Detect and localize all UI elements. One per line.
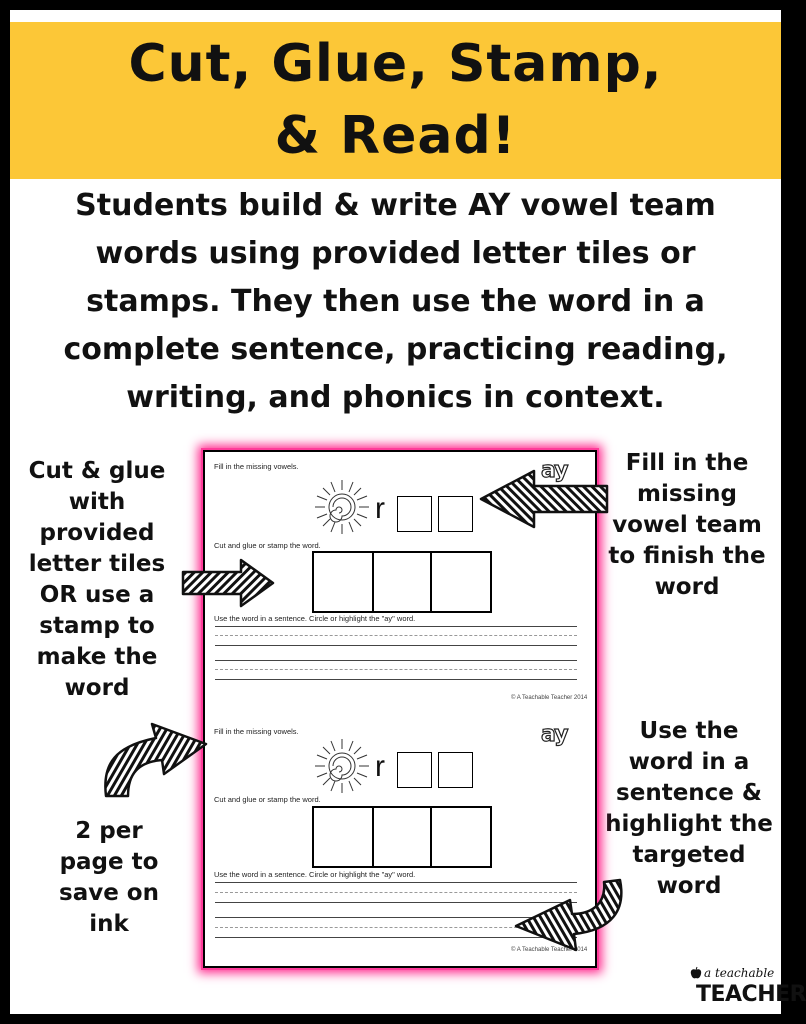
vowel-box-1[interactable]	[397, 752, 432, 788]
apple-icon	[690, 967, 702, 980]
note-line: to finish the	[608, 543, 766, 569]
title-line-2: & Read!	[274, 106, 517, 166]
cut-instruction: Cut and glue or stamp the word.	[214, 795, 321, 804]
note-line: highlight the	[605, 811, 773, 837]
note-line: make the	[36, 644, 158, 670]
note-line: sentence &	[616, 780, 762, 806]
note-line: Cut & glue	[28, 458, 166, 484]
note-line: stamp to	[39, 613, 155, 639]
intro-paragraph	[28, 182, 763, 422]
note-line: targeted	[632, 842, 746, 868]
page-frame	[10, 10, 806, 1014]
intro-line: words using provided letter tiles or	[95, 236, 696, 271]
vowel-box-2[interactable]	[438, 496, 473, 532]
note-line: provided	[39, 520, 155, 546]
note-two-per-page	[34, 816, 184, 940]
copyright: © A Teachable Teacher 2014	[511, 695, 588, 701]
intro-line: Students build & write AY vowel team	[75, 188, 716, 223]
vowel-box-2[interactable]	[438, 752, 473, 788]
note-line: Fill in the	[625, 450, 749, 476]
sun-icon	[313, 478, 371, 536]
arrow-right-icon	[181, 558, 276, 608]
writing-line	[215, 669, 577, 670]
writing-line	[215, 660, 577, 661]
note-line: save on	[59, 880, 159, 906]
cut-instruction: Cut and glue or stamp the word.	[214, 541, 321, 550]
intro-line: writing, and phonics in context.	[126, 380, 665, 415]
note-cut-glue	[12, 456, 182, 704]
note-line: OR use a	[39, 582, 155, 608]
writing-line	[215, 626, 577, 627]
logo-wordmark: TEACHER	[696, 982, 806, 1007]
note-line: word	[654, 574, 720, 600]
logo-tagline: a teachable	[704, 966, 775, 980]
tile-divider	[430, 553, 432, 611]
sentence-instruction: Use the word in a sentence. Circle or highlight the "ay" word.	[214, 870, 416, 879]
curved-arrow-up-icon	[94, 708, 214, 800]
note-line: vowel team	[612, 512, 762, 538]
tile-divider	[372, 553, 374, 611]
fill-instruction: Fill in the missing vowels.	[214, 727, 299, 736]
writing-line	[215, 635, 577, 636]
writing-line	[215, 645, 577, 646]
intro-line: stamps. They then use the word in a	[86, 284, 705, 319]
title-line-1: Cut, Glue, Stamp,	[128, 34, 663, 94]
curved-arrow-down-icon	[508, 876, 628, 956]
note-line: word	[656, 873, 722, 899]
ay-tag: ay	[541, 458, 568, 483]
ay-tag: ay	[541, 722, 568, 747]
fill-instruction: Fill in the missing vowels.	[214, 462, 299, 471]
note-line: word	[64, 675, 130, 701]
note-line: page to	[59, 849, 159, 875]
tile-boxes[interactable]	[312, 806, 492, 868]
intro-line: complete sentence, practicing reading,	[63, 332, 728, 367]
tile-divider	[430, 808, 432, 866]
note-line: ink	[89, 911, 129, 937]
writing-line	[215, 679, 577, 680]
start-letter: r	[375, 750, 385, 783]
tile-boxes[interactable]	[312, 551, 492, 613]
note-line: Use the	[639, 718, 739, 744]
tile-divider	[372, 808, 374, 866]
sun-icon	[313, 737, 371, 795]
note-line: missing	[637, 481, 737, 507]
title-banner	[10, 22, 781, 179]
sentence-instruction: Use the word in a sentence. Circle or highlight the "ay" word.	[214, 614, 416, 623]
note-use-sentence	[600, 716, 778, 902]
start-letter: r	[375, 492, 385, 525]
arrow-left-icon	[478, 468, 610, 530]
note-fill-vowel-team	[598, 448, 776, 603]
copyright: © A Teachable Teacher 2014	[511, 947, 588, 953]
note-line: letter tiles	[28, 551, 166, 577]
note-line: 2 per	[75, 818, 143, 844]
note-line: word in a	[628, 749, 750, 775]
vowel-box-1[interactable]	[397, 496, 432, 532]
note-line: with	[68, 489, 126, 515]
